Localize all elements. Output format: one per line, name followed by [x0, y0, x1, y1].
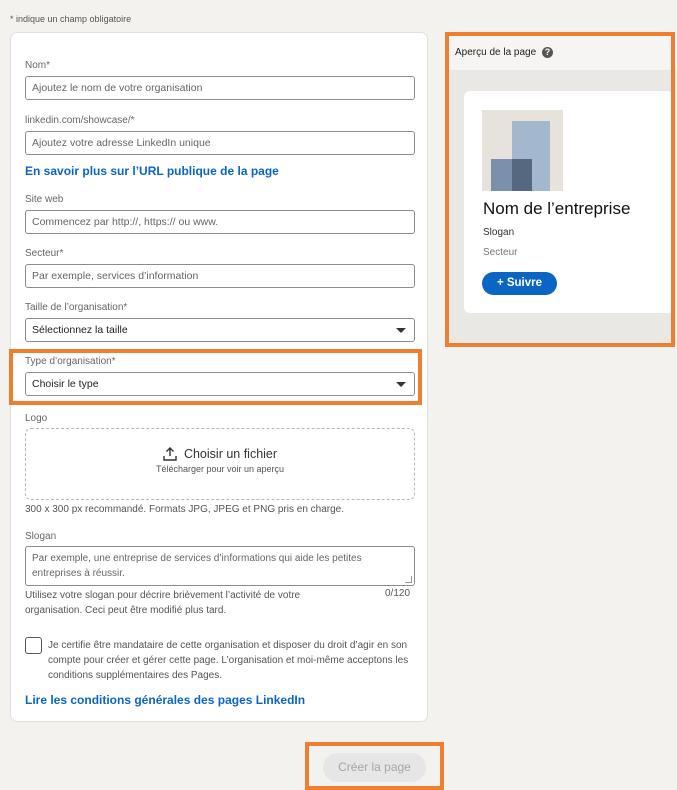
sector-input[interactable]: Par exemple, services d’information	[25, 264, 415, 288]
website-input[interactable]: Commencez par http://, https:// ou www.	[25, 210, 415, 234]
logo-hint: 300 x 300 px recommandé. Formats JPG, JPEG et PNG pris en charge.	[25, 504, 345, 515]
url-info-link[interactable]: En savoir plus sur l’URL publique de la page	[25, 164, 279, 178]
size-select-value: Sélectionnez la taille	[32, 324, 128, 336]
highlight-create-button	[305, 742, 444, 790]
slogan-field	[25, 531, 415, 547]
type-select-value: Choisir le type	[32, 378, 99, 390]
company-name: Nom de l’entreprise	[483, 199, 631, 218]
slogan-counter: 0/120	[385, 588, 411, 599]
required-note: * indique un champ obligatoire	[10, 14, 132, 24]
certify-text: Je certifie être mandataire de cette organisation et disposer du droit d’agir en son compte pour créer et gérer cette page. L’organisation et moi-même acceptons les conditions supplémentaires des Pages.	[48, 640, 409, 681]
company-slogan: Slogan	[483, 227, 515, 238]
slogan-placeholder: Par exemple, une entreprise de services d’informations qui aide les petites entreprises à réussir.	[32, 553, 362, 579]
highlight-preview	[445, 32, 675, 347]
company-sector: Secteur	[483, 247, 518, 258]
url-label: linkedin.com/showcase/*	[25, 115, 135, 126]
slogan-label: Slogan	[25, 531, 57, 542]
upload-icon	[163, 447, 177, 461]
chevron-down-icon	[396, 328, 406, 333]
type-label: Type d’organisation*	[25, 356, 116, 367]
logo-dropzone[interactable]	[25, 428, 415, 500]
size-label: Taille de l’organisation*	[25, 302, 128, 313]
sector-label: Secteur*	[25, 248, 64, 259]
highlight-type-field	[9, 349, 422, 405]
name-label: Nom*	[25, 60, 51, 71]
name-field	[25, 60, 415, 100]
resize-handle-icon[interactable]	[405, 576, 412, 583]
url-field	[25, 115, 415, 155]
preview-title: Aperçu de la page	[455, 47, 537, 58]
logo-field	[25, 413, 415, 429]
website-label: Site web	[25, 194, 64, 205]
name-input[interactable]: Ajoutez le nom de votre organisation	[25, 76, 415, 100]
slogan-hint: Utilisez votre slogan pour décrire brièvement l’activité de votre organisation. Ceci peut être modifié plus tard.	[25, 590, 301, 616]
terms-link[interactable]: Lire les conditions générales des pages LinkedIn	[25, 693, 306, 707]
logo-label: Logo	[25, 413, 48, 424]
website-field	[25, 194, 415, 234]
certify-checkbox[interactable]	[25, 637, 42, 654]
create-page-button[interactable]: Créer la page	[323, 753, 426, 782]
upload-subtext: Télécharger pour voir un aperçu	[155, 464, 285, 474]
help-icon[interactable]: ?	[542, 47, 553, 58]
url-input[interactable]: Ajoutez votre adresse LinkedIn unique	[25, 131, 415, 155]
choose-file-label: Choisir un fichier	[183, 447, 278, 461]
slogan-textarea[interactable]	[25, 546, 415, 586]
size-field	[25, 302, 415, 342]
size-select[interactable]	[25, 318, 415, 342]
follow-button[interactable]: + Suivre	[482, 272, 557, 295]
sector-field	[25, 248, 415, 288]
